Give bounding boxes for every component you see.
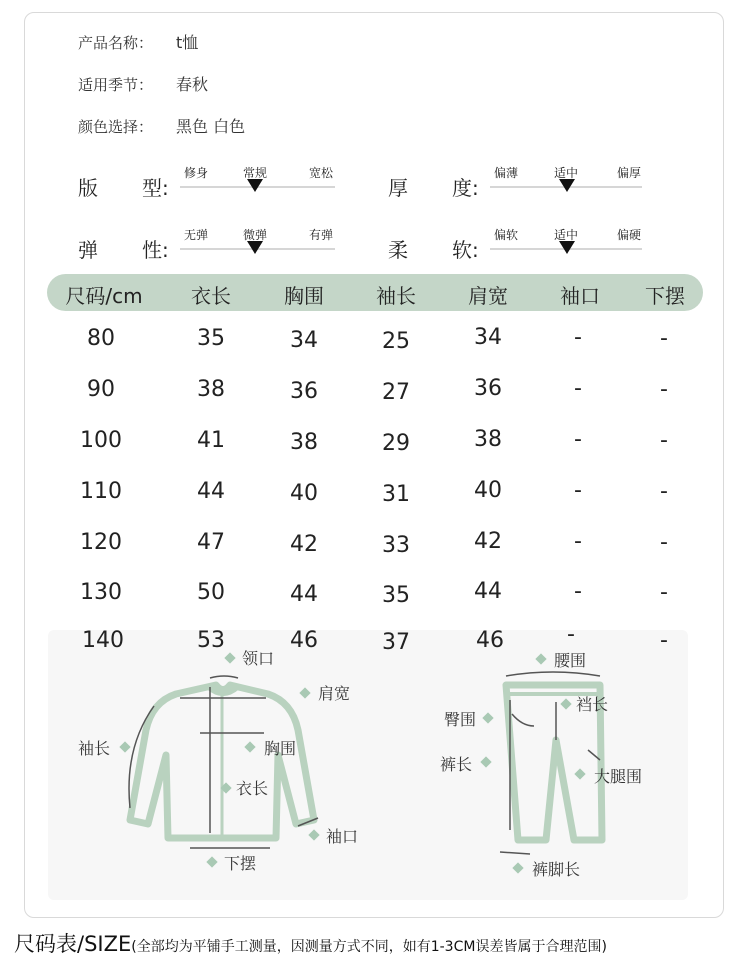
- label-cuff: 袖口: [326, 827, 359, 846]
- elasticity-label-1: 弹: [78, 238, 98, 262]
- header-shoulder: 肩宽: [468, 284, 508, 308]
- table-cell: -: [574, 579, 582, 604]
- table-cell: 42: [290, 532, 318, 557]
- garment-illustration: [48, 630, 688, 900]
- label-hem: 下摆: [224, 854, 257, 873]
- thickness-option: 偏厚: [616, 166, 642, 180]
- header-length: 衣长: [191, 284, 231, 308]
- softness-option: 适中: [553, 228, 579, 242]
- table-cell: -: [660, 428, 668, 453]
- season-value: 春秋: [176, 75, 209, 94]
- table-cell: -: [660, 479, 668, 504]
- softness-label-1: 柔: [388, 238, 408, 262]
- header-hem: 下摆: [645, 284, 685, 308]
- softness-scale: [490, 226, 642, 266]
- elasticity-scale: [180, 226, 335, 266]
- table-cell: -: [567, 622, 575, 647]
- size-table-header: [47, 274, 703, 311]
- thickness-label-1: 厚: [388, 176, 408, 200]
- label-sleeve: 袖长: [78, 739, 111, 758]
- size-chart-title: 尺码表/SIZE: [14, 932, 132, 956]
- table-cell: -: [574, 427, 582, 452]
- measurement-diagram: [48, 630, 688, 900]
- product-name-label: 产品名称：: [78, 34, 154, 52]
- product-name-value: t恤: [176, 33, 199, 52]
- table-cell: 31: [382, 482, 410, 507]
- table-cell: 44: [474, 579, 502, 604]
- table-cell: 35: [197, 326, 225, 351]
- elasticity-selected-marker: [247, 241, 263, 254]
- color-value: 黑色 白色: [176, 117, 246, 136]
- fit-option: 常规: [242, 166, 268, 180]
- label-waist: 腰围: [554, 651, 587, 670]
- fit-scale: [180, 164, 335, 204]
- table-cell: 42: [474, 529, 502, 554]
- thickness-scale: [490, 164, 642, 204]
- thickness-option: 适中: [553, 166, 579, 180]
- table-cell: 34: [474, 325, 502, 350]
- table-cell: 27: [382, 380, 410, 405]
- header-chest: 胸围: [284, 284, 324, 308]
- table-cell: 35: [382, 583, 410, 608]
- fit-label-2: 型:: [142, 176, 169, 200]
- table-cell: 38: [197, 377, 225, 402]
- table-cell: 25: [382, 329, 410, 354]
- softness-option: 偏软: [493, 228, 519, 242]
- size-chart-note: (全部均为平铺手工测量，因测量方式不同，如有1-3CM误差皆属于合理范围): [131, 939, 607, 955]
- table-cell: 36: [290, 379, 318, 404]
- elasticity-option: 有弹: [308, 228, 334, 242]
- table-cell: 46: [290, 628, 318, 653]
- table-cell: -: [660, 580, 668, 605]
- thickness-label-2: 度:: [452, 176, 479, 200]
- table-cell: 44: [197, 479, 225, 504]
- color-label: 颜色选择：: [78, 118, 154, 136]
- label-pants-length: 裤长: [440, 755, 473, 774]
- label-rise: 裆长: [576, 695, 609, 714]
- table-cell: 140: [82, 628, 124, 653]
- season-label: 适用季节：: [78, 76, 154, 94]
- table-cell: 29: [382, 431, 410, 456]
- label-hip: 臀围: [444, 710, 477, 729]
- fit-option: 修身: [183, 166, 209, 180]
- table-cell: 40: [290, 481, 318, 506]
- product-name-row: [78, 30, 198, 53]
- top-garment-icon: [130, 685, 314, 838]
- header-size: 尺码/cm: [65, 284, 143, 308]
- table-cell: -: [660, 628, 668, 653]
- table-cell: 41: [197, 428, 225, 453]
- softness-label-2: 软:: [452, 238, 479, 262]
- table-cell: 130: [80, 580, 122, 605]
- table-cell: 36: [474, 376, 502, 401]
- table-cell: 44: [290, 582, 318, 607]
- label-length: 衣长: [236, 779, 269, 798]
- season-row: [78, 72, 208, 95]
- label-thigh: 大腿围: [594, 767, 643, 786]
- table-cell: 53: [197, 628, 225, 653]
- label-collar: 领口: [242, 649, 275, 668]
- thickness-option: 偏薄: [493, 166, 519, 180]
- table-cell: -: [574, 325, 582, 350]
- softness-option: 偏硬: [616, 228, 642, 242]
- table-cell: -: [574, 478, 582, 503]
- table-cell: -: [660, 530, 668, 555]
- table-cell: -: [574, 529, 582, 554]
- table-cell: 34: [290, 328, 318, 353]
- table-cell: 37: [382, 630, 410, 655]
- table-cell: 40: [474, 478, 502, 503]
- elasticity-label-2: 性:: [142, 238, 169, 262]
- table-cell: 38: [474, 427, 502, 452]
- table-cell: -: [660, 326, 668, 351]
- table-cell: -: [574, 376, 582, 401]
- table-cell: 120: [80, 530, 122, 555]
- fit-label-1: 版: [78, 176, 98, 200]
- label-leg-opening: 裤脚长: [532, 860, 581, 879]
- label-chest: 胸围: [264, 739, 297, 758]
- fit-option: 宽松: [308, 166, 334, 180]
- softness-selected-marker: [559, 241, 575, 254]
- table-cell: 110: [80, 479, 122, 504]
- color-row: [78, 114, 245, 137]
- table-cell: 47: [197, 530, 225, 555]
- table-cell: 90: [87, 377, 115, 402]
- thickness-selected-marker: [559, 179, 575, 192]
- table-cell: 46: [476, 628, 504, 653]
- table-cell: 80: [87, 326, 115, 351]
- label-shoulder: 肩宽: [318, 684, 351, 703]
- header-cuff: 袖口: [560, 284, 600, 308]
- elasticity-option: 无弹: [183, 228, 209, 242]
- table-cell: -: [660, 377, 668, 402]
- table-cell: 50: [197, 580, 225, 605]
- header-sleeve: 袖长: [376, 284, 416, 308]
- table-cell: 100: [80, 428, 122, 453]
- table-cell: 38: [290, 430, 318, 455]
- elasticity-option: 微弹: [242, 228, 268, 242]
- fit-selected-marker: [247, 179, 263, 192]
- table-cell: 33: [382, 533, 410, 558]
- size-chart-footer: [14, 928, 607, 958]
